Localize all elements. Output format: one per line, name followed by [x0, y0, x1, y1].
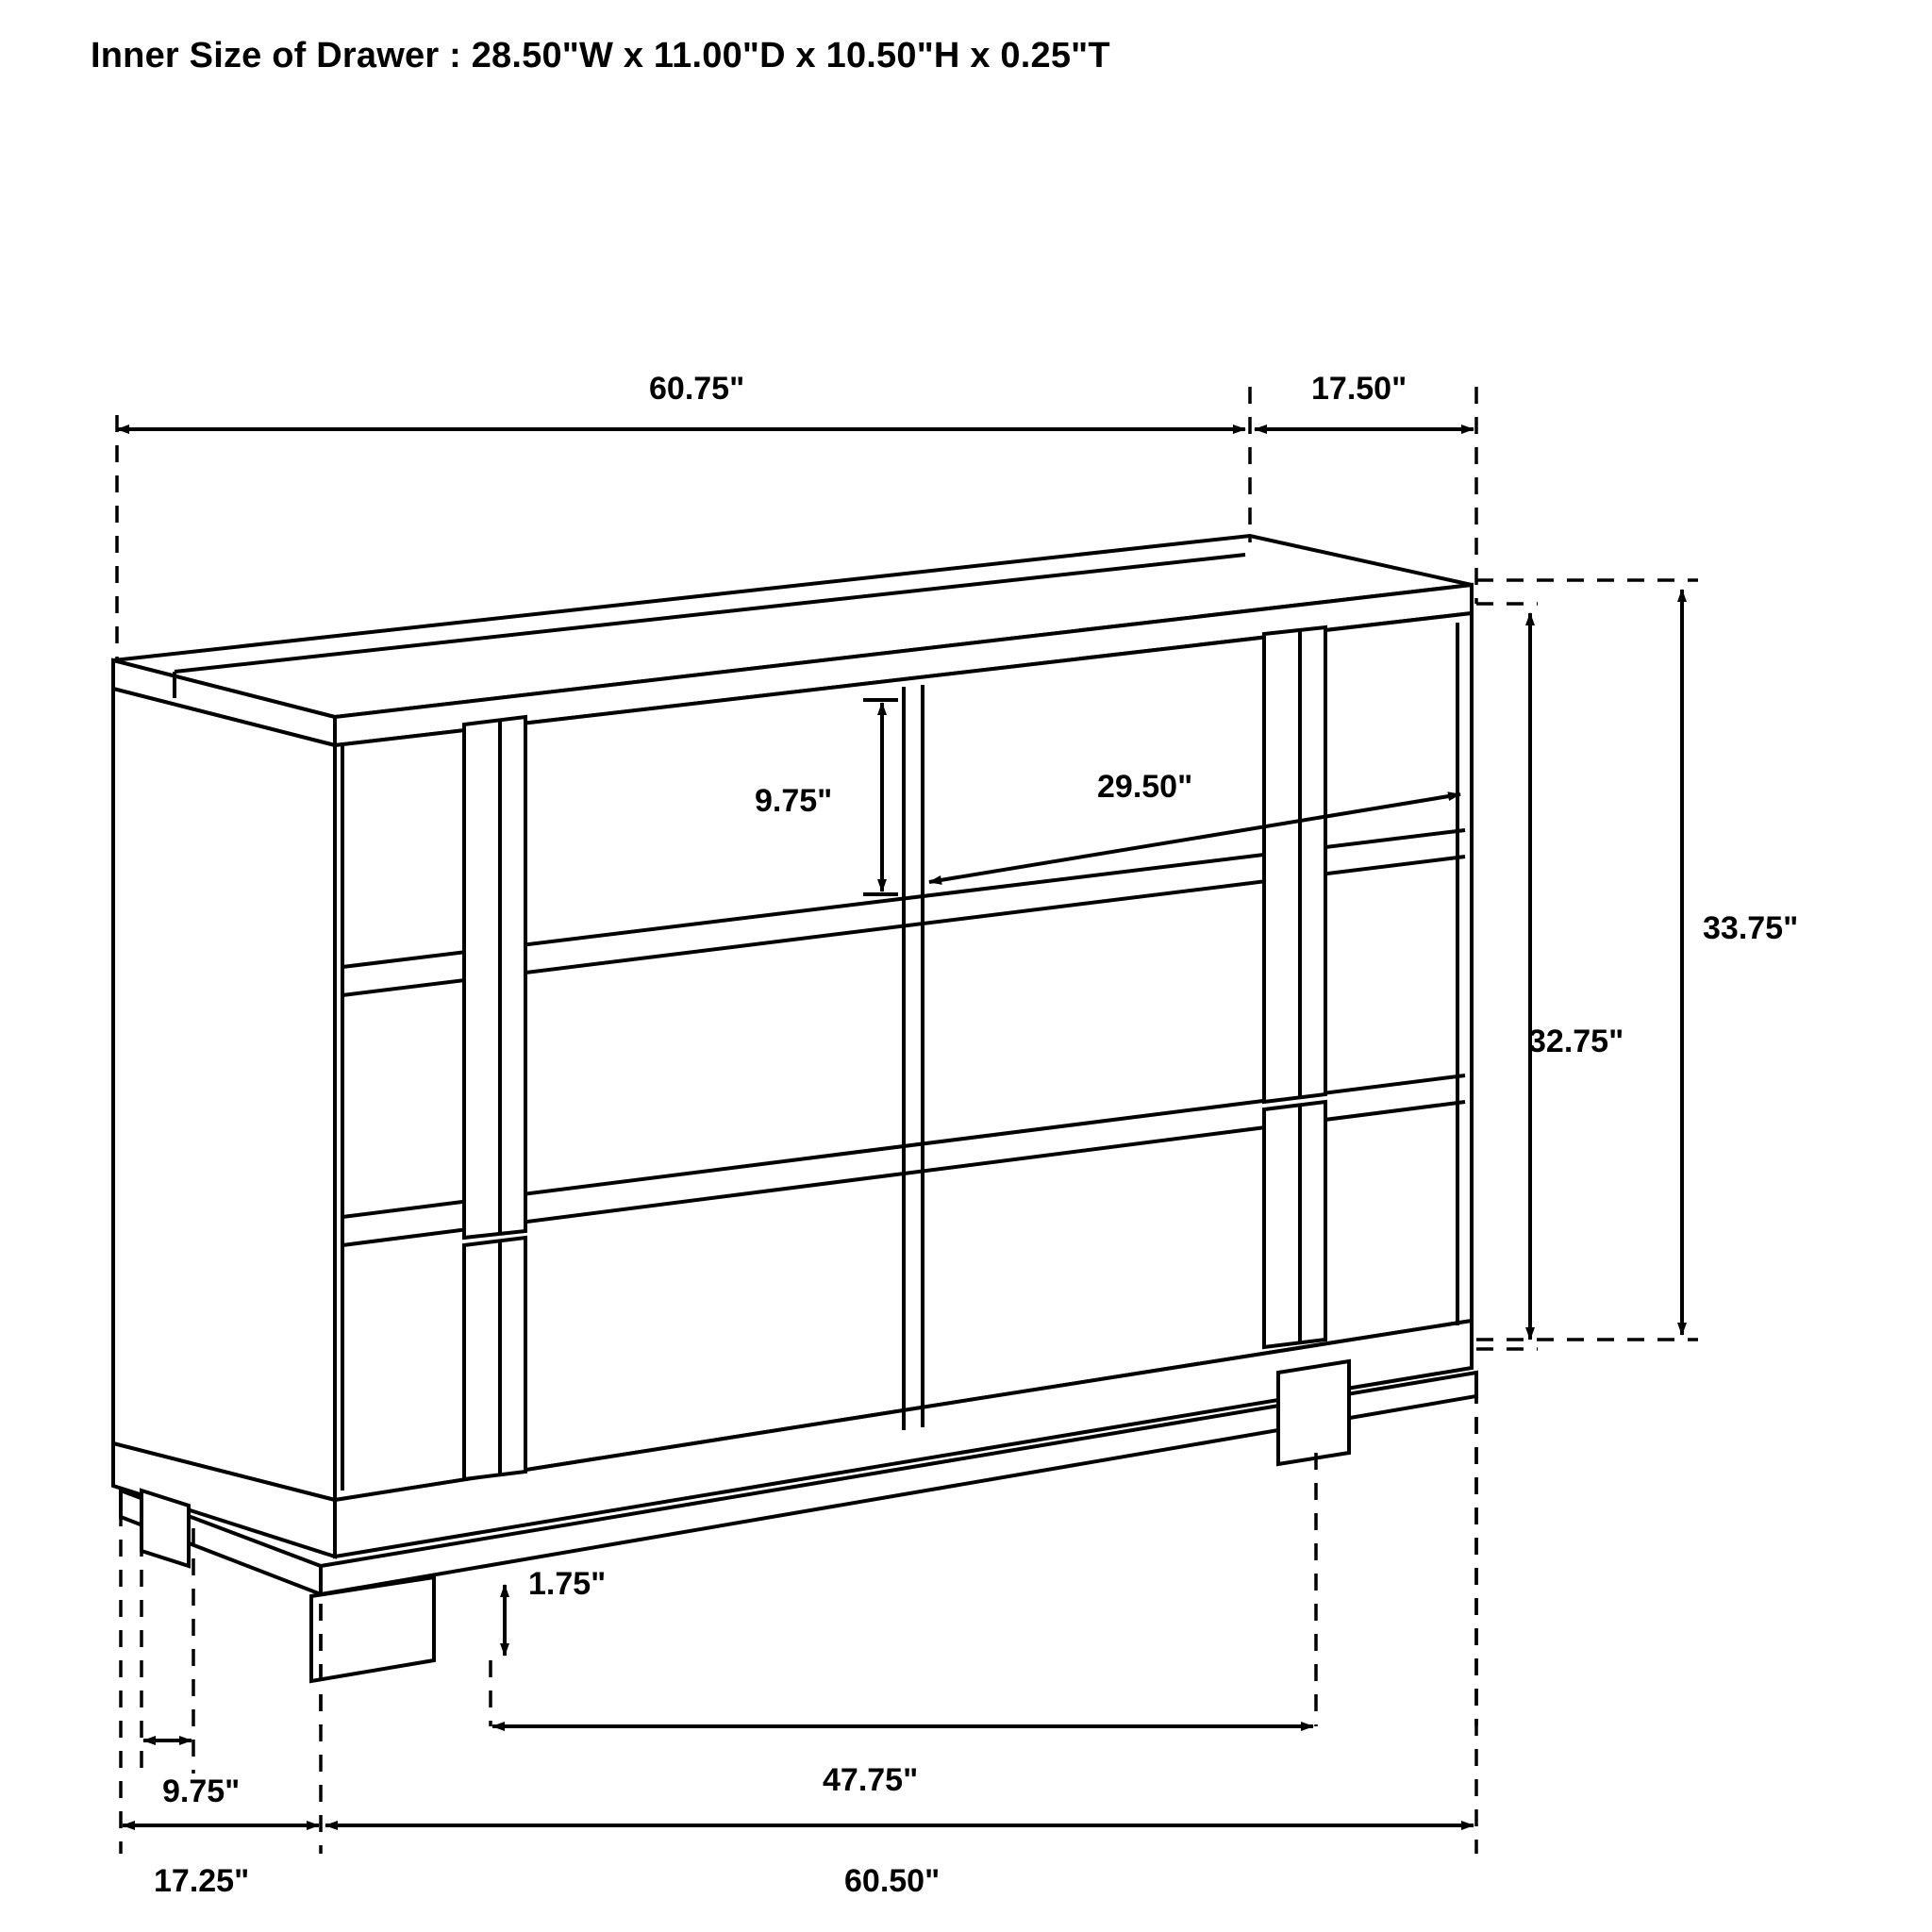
dim-overall-height: 33.75"	[1703, 910, 1799, 946]
dim-leg-width: 9.75"	[162, 1774, 241, 1809]
dim-case-height: 32.75"	[1528, 1024, 1624, 1059]
dim-inner-span: 47.75"	[823, 1762, 919, 1798]
dim-drawer-face-width: 29.50"	[1097, 769, 1193, 805]
dim-drawer-face-height: 9.75"	[755, 783, 833, 819]
page-title: Inner Size of Drawer : 28.50"W x 11.00"D x 10.50"H x 0.25"T	[91, 36, 1110, 75]
dresser-body	[113, 536, 1476, 1681]
dim-base-depth: 17.25"	[154, 1863, 250, 1899]
dim-depth-top: 17.50"	[1311, 371, 1407, 407]
dim-leg-height: 1.75"	[528, 1566, 607, 1602]
dim-overall-width-top: 60.75"	[649, 371, 745, 407]
dim-base-width: 60.50"	[844, 1863, 941, 1899]
